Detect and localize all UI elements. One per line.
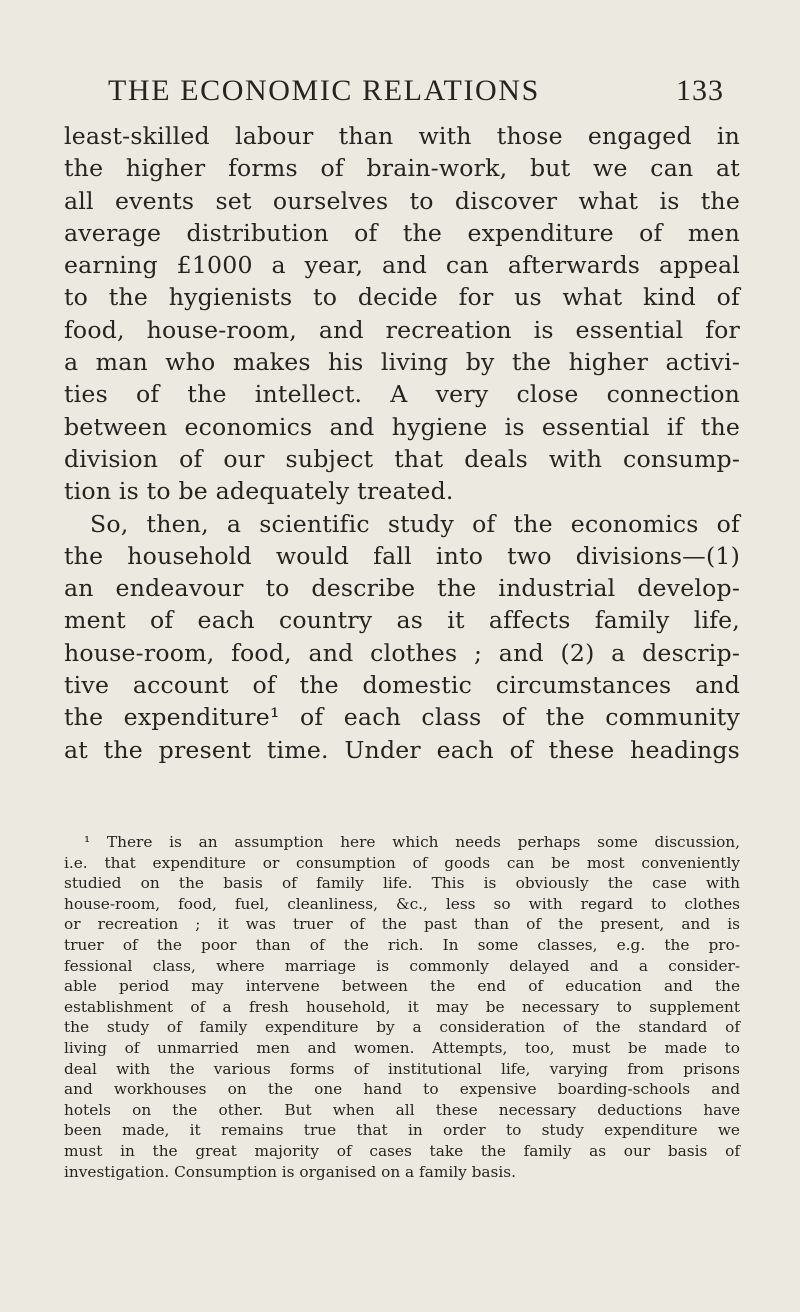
footnote-line: studied on the basis of family life. This is obviously the case with xyxy=(64,874,740,893)
footnote-line: investigation. Consumption is organised on a family basis. xyxy=(64,1162,516,1181)
footnote xyxy=(64,832,740,1182)
body-line: average distribution of the expenditure of men xyxy=(64,218,740,247)
running-head xyxy=(108,74,724,114)
body-text xyxy=(64,120,740,766)
footnote-line: truer of the poor than of the rich. In some classes, e.g. the pro- xyxy=(64,935,740,954)
footnote-line: the study of family expenditure by a consideration of the standard of xyxy=(64,1018,740,1037)
body-line: to the hygienists to decide for us what kind of xyxy=(64,283,740,312)
footnote-line: living of unmarried men and women. Attempts, too, must be made to xyxy=(64,1038,740,1057)
body-line: ties of the intellect. A very close connection xyxy=(64,380,740,409)
body-line: the household would fall into two divisions—(1) xyxy=(64,541,740,570)
body-line: all events set ourselves to discover what is the xyxy=(64,186,740,215)
footnote-line: been made, it remains true that in order to study expenditure we xyxy=(64,1121,740,1140)
body-line: tion is to be adequately treated. xyxy=(64,477,454,506)
running-title: THE ECONOMIC RELATIONS xyxy=(108,74,540,107)
body-line: between economics and hygiene is essential if the xyxy=(64,412,740,441)
body-line: division of our subject that deals with consump- xyxy=(64,444,740,473)
body-line: a man who makes his living by the higher activi- xyxy=(64,348,740,377)
body-line: an endeavour to describe the industrial develop- xyxy=(64,574,740,603)
footnote-line: house-room, food, fuel, cleanliness, &c., less so with regard to clothes xyxy=(64,894,740,913)
page-number: 133 xyxy=(676,74,724,107)
body-line: So, then, a scientific study of the economics of xyxy=(90,509,740,538)
body-line: least-skilled labour than with those engaged in xyxy=(64,122,740,150)
footnote-line: able period may intervene between the end of education and the xyxy=(64,977,740,996)
footnote-line: ¹ There is an assumption here which needs perhaps some discussion, xyxy=(84,833,740,851)
body-line: house-room, food, and clothes ; and (2) a descrip- xyxy=(64,638,740,667)
footnote-line: fessional class, where marriage is commonly delayed and a consider- xyxy=(64,956,740,975)
footnote-line: deal with the various forms of institutional life, varying from prisons xyxy=(64,1059,740,1078)
footnote-line: and workhouses on the one hand to expensive boarding-schools and xyxy=(64,1080,740,1099)
body-line: food, house-room, and recreation is essential for xyxy=(64,315,740,344)
footnote-line: must in the great majority of cases take the family as our basis of xyxy=(64,1141,740,1160)
body-line: the expenditure¹ of each class of the community xyxy=(64,703,740,732)
footnote-line: establishment of a fresh household, it may be necessary to supplement xyxy=(64,997,740,1016)
body-line: tive account of the domestic circumstances and xyxy=(64,671,740,700)
footnote-line: hotels on the other. But when all these necessary deductions have xyxy=(64,1100,740,1119)
body-line: the higher forms of brain-work, but we can at xyxy=(64,154,740,183)
body-line: ment of each country as it affects family life, xyxy=(64,606,740,635)
body-line: earning £1000 a year, and can afterwards appeal xyxy=(64,251,740,280)
footnote-line: or recreation ; it was truer of the past than of the present, and is xyxy=(64,915,740,934)
body-line: at the present time. Under each of these headings xyxy=(64,735,740,764)
footnote-line: i.e. that expenditure or consumption of goods can be most conveniently xyxy=(64,853,740,872)
